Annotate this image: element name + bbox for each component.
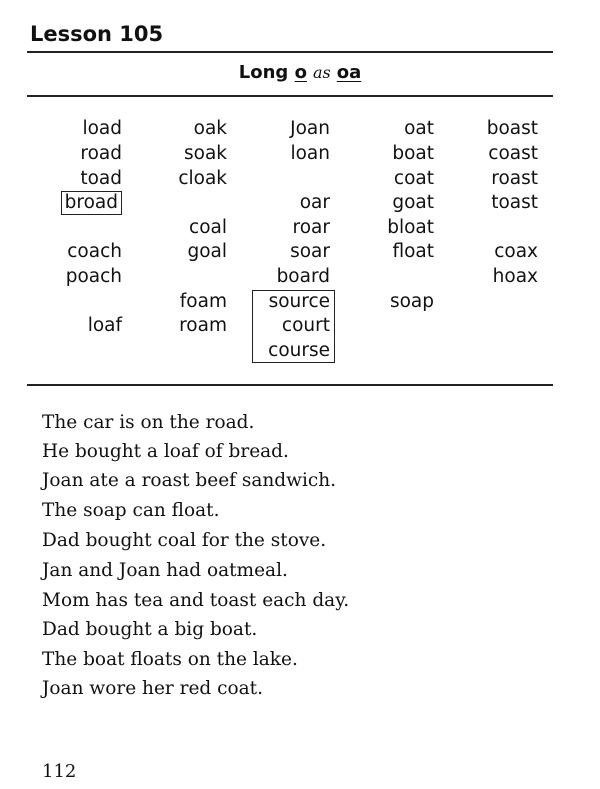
subtitle-as: as — [312, 63, 331, 82]
word-coast: coast — [488, 143, 538, 164]
word-joan: Joan — [290, 118, 330, 139]
sentence-3: Joan ate a roast beef sandwich. — [42, 470, 337, 491]
word-load: load — [82, 118, 122, 139]
page-number: 112 — [42, 761, 77, 782]
section-rule — [27, 384, 553, 386]
lesson-subtitle — [0, 62, 600, 83]
word-boat: boat — [392, 143, 434, 164]
word-oak: oak — [193, 118, 227, 139]
sentence-8: Dad bought a big boat. — [42, 619, 258, 640]
word-source: source — [268, 291, 330, 312]
word-toast: toast — [491, 192, 538, 213]
word-bloat: bloat — [387, 217, 434, 238]
word-loaf: loaf — [87, 315, 122, 336]
word-hoax: hoax — [492, 266, 538, 287]
word-oat: oat — [404, 118, 434, 139]
word-court: court — [281, 315, 330, 336]
word-coach: coach — [67, 241, 122, 262]
header-rule-top — [27, 51, 553, 53]
word-coax: coax — [494, 241, 538, 262]
sentence-9: The boat floats on the lake. — [42, 649, 298, 670]
word-roam: roam — [179, 315, 227, 336]
sentence-10: Joan wore her red coat. — [42, 678, 263, 699]
subtitle-long: Long — [238, 62, 289, 83]
sentence-4: The soap can float. — [42, 500, 220, 521]
word-goal: goal — [187, 241, 227, 262]
word-roast: roast — [491, 168, 538, 189]
sentence-6: Jan and Joan had oatmeal. — [42, 560, 288, 581]
word-broad-boxed: broad — [61, 191, 122, 215]
word-loan: loan — [290, 143, 330, 164]
word-coal: coal — [189, 217, 227, 238]
word-roar: roar — [292, 217, 330, 238]
sentence-5: Dad bought coal for the stove. — [42, 530, 327, 551]
word-coat: coat — [393, 168, 434, 189]
word-goat: goat — [392, 192, 434, 213]
word-poach: poach — [65, 266, 122, 287]
word-board: board — [276, 266, 330, 287]
word-boast: boast — [486, 118, 538, 139]
sentence-2: He bought a loaf of bread. — [42, 441, 289, 462]
word-soak: soak — [183, 143, 227, 164]
word-foam: foam — [179, 291, 227, 312]
word-soap: soap — [389, 291, 434, 312]
word-oar: oar — [299, 192, 330, 213]
lesson-title: Lesson 105 — [30, 22, 164, 46]
sentence-7: Mom has tea and toast each day. — [42, 590, 350, 611]
subtitle-spelling: oa — [336, 62, 362, 83]
subtitle-letter: o — [294, 62, 307, 83]
sentence-1: The car is on the road. — [42, 412, 255, 433]
word-cloak: cloak — [178, 168, 227, 189]
word-course: course — [268, 340, 330, 361]
word-soar: soar — [290, 241, 330, 262]
word-road: road — [80, 143, 122, 164]
word-toad: toad — [80, 168, 122, 189]
header-rule-bottom — [27, 95, 553, 97]
word-float: float — [392, 241, 434, 262]
